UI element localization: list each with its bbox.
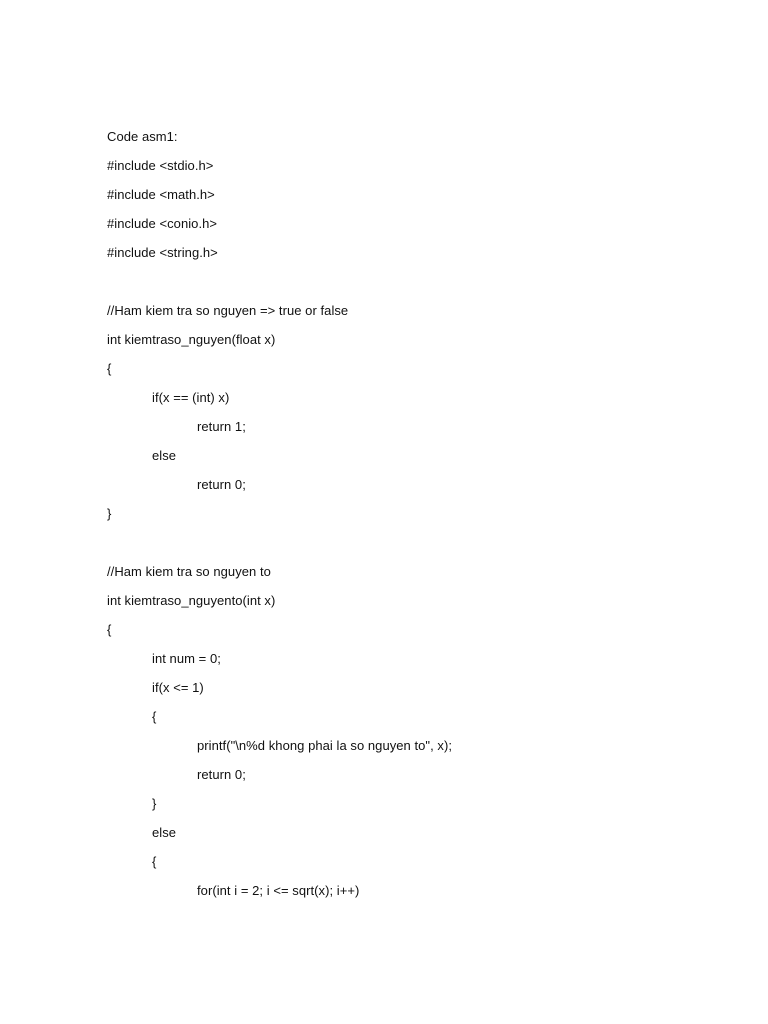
code-line: printf("\n%d khong phai la so nguyen to", x);: [197, 738, 453, 753]
comment-line: //Ham kiem tra so nguyen => true or false: [107, 303, 349, 318]
code-line: for(int i = 2; i <= sqrt(x); i++): [197, 883, 360, 898]
code-line: return 1;: [197, 419, 246, 434]
code-line: #include <math.h>: [107, 187, 215, 202]
code-line: #include <conio.h>: [107, 216, 218, 231]
code-line: {: [152, 709, 157, 724]
code-line: int kiemtraso_nguyen(float x): [107, 332, 276, 347]
code-line: else: [152, 448, 177, 463]
code-line: {: [107, 361, 112, 376]
code-line: {: [107, 622, 112, 637]
comment-line: //Ham kiem tra so nguyen to: [107, 564, 271, 579]
code-line: if(x <= 1): [152, 680, 204, 695]
blank-line: [107, 532, 707, 561]
code-line: int kiemtraso_nguyento(int x): [107, 593, 276, 608]
code-line: int num = 0;: [152, 651, 221, 666]
code-line: }: [152, 796, 157, 811]
code-line: }: [107, 506, 112, 521]
code-line: return 0;: [197, 477, 246, 492]
code-line: #include <stdio.h>: [107, 158, 214, 173]
code-listing: [107, 126, 707, 909]
code-line: else: [152, 825, 177, 840]
code-line: #include <string.h>: [107, 245, 218, 260]
code-line: {: [152, 854, 157, 869]
blank-line: [107, 271, 707, 300]
code-line: return 0;: [197, 767, 246, 782]
code-line: if(x == (int) x): [152, 390, 230, 405]
title-line: Code asm1:: [107, 129, 178, 144]
